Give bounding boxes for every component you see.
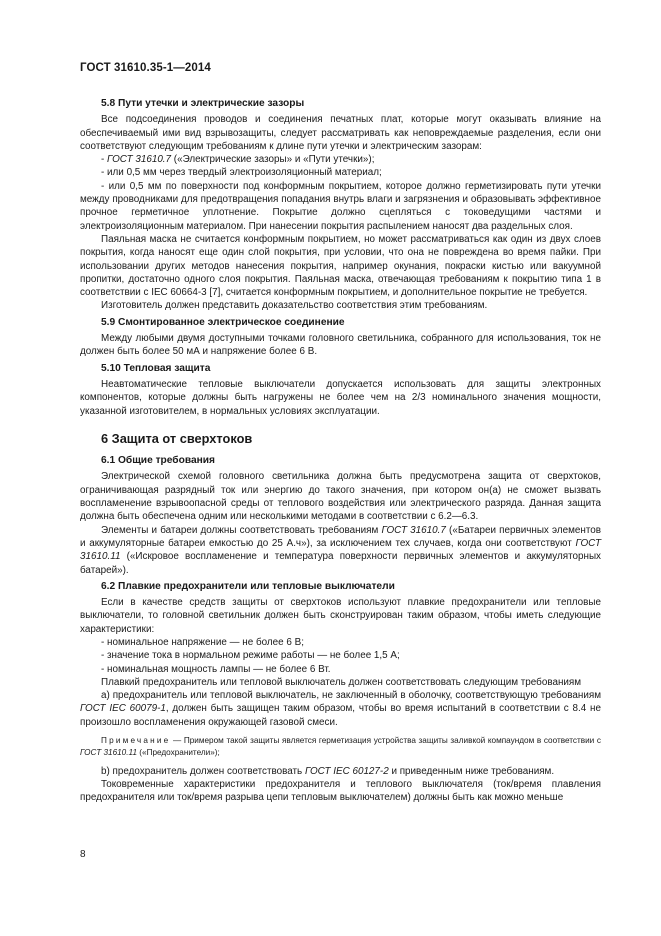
standard-reference: ГОСТ 31610.7	[107, 154, 172, 166]
text: Элементы и батареи должны соответствовать требованиям	[101, 524, 382, 536]
page-body	[80, 95, 601, 805]
section-6-2-item-a	[80, 689, 601, 729]
section-5-10-paragraph-1: Неавтоматические тепловые выключатели допускается использовать для защиты электронных компонентов, которые должны быть нагружены не более чем на 2/3 номинального значения мощности, указанной изготовителем, в нормальных условиях эксплуатации.	[80, 378, 601, 417]
section-5-9-heading: 5.9 Смонтированное электрическое соединение	[101, 316, 345, 328]
standard-reference: ГОСТ 31610.11	[80, 747, 138, 757]
section-6-2-paragraph-2: Плавкий предохранитель или тепловой выключатель должен соответствовать следующим требованиям	[101, 676, 582, 688]
text: («Искровое воспламенение и температура поверхности первичных элементов и аккумуляторных батарей»).	[80, 551, 601, 576]
bullet-text: («Электрические зазоры» и «Пути утечки»);	[171, 154, 375, 166]
section-5-8-bullet-3: - или 0,5 мм по поверхности под конформным покрытием, которое должно герметизировать пути утечки между проводниками для предотвращения попадания внутрь влаги и загрязнения и образовывать эффективное прочное герметичное уплотнение. Покрытие должно сцепляться с токоведущими частями и электроизоляционным материалом. При нанесении покрытия распылением наносят два раздельных слоя.	[80, 180, 601, 232]
section-6-2-paragraph-3: Токовременные характеристики предохранителя и теплового выключателя (ток/время плавления предохранителя или ток/время разрыва цепи тепловым выключателем) должны быть как можно меньше	[80, 778, 601, 804]
section-6-2-paragraph-1: Если в качестве средств защиты от сверхтоков используют плавкие предохранители или тепловые выключатели, то головной светильник должен быть сконструирован таким образом, чтобы иметь следующие характеристики:	[80, 597, 601, 635]
section-5-8-bullet-2: - или 0,5 мм через твердый электроизоляционный материал;	[101, 167, 382, 179]
section-6-2-bullet-1: - номинальное напряжение — не более 6 В;	[101, 636, 304, 648]
section-5-10-heading: 5.10 Тепловая защита	[101, 362, 211, 374]
page-number: 8	[80, 849, 86, 860]
note	[80, 735, 601, 759]
section-6-1-heading: 6.1 Общие требования	[101, 455, 215, 467]
section-6-2-bullet-2: - значение тока в нормальном режиме работы — не более 1,5 А;	[101, 650, 400, 662]
standard-reference: ГОСТ IEC 60079-1	[80, 703, 166, 715]
section-6-1-paragraph-1: Электрической схемой головного светильника должна быть предусмотрена защита от сверхтоков, ограничивающая разрядный ток или энергию до такого значения, при котором он(а) не сможет вызвать воспламенение взрывоопасной среды от теплового воздействия или электрического разряда. Данная защита должна быть обеспечена одним или несколькими методами в соответствии с 6.2—6.3.	[80, 471, 601, 523]
section-5-9-paragraph-1: Между любыми двумя доступными точками головного светильника, собранного для использования, ток не должен быть более 50 мА и напряжение более 6 В.	[80, 333, 601, 358]
section-5-8-paragraph-1: Все подсоединения проводов и соединения печатных плат, которые могут оказывать влияние на обеспечиваемый ими вид взрывозащиты, следует рассматривать как неповреждаемые разделения, если они соответствуют следующим требованиям к длине пути утечки и электрическим зазорам:	[80, 114, 601, 152]
section-5-8-paragraph-3: Изготовитель должен представить доказательство соответствия этим требованиям.	[101, 300, 488, 312]
standard-reference: ГОСТ 31610.11	[80, 537, 601, 563]
section-5-8-heading: 5.8 Пути утечки и электрические зазоры	[101, 98, 305, 109]
text: («Батареи первичных элементов и аккумуляторные батареи емкостью до 25 А.ч»), за исключением тех случаев, когда они соответствуют	[80, 524, 601, 549]
note-text: — Примером такой защиты является герметизация устройства защиты заливкой компаундом в соответствии с	[170, 736, 601, 746]
text: b) предохранитель должен соответствовать	[101, 765, 305, 777]
section-6-2-bullet-3: - номинальная мощность лампы — не более 6 Вт.	[101, 663, 331, 675]
standard-reference: ГОСТ 31610.7	[381, 524, 446, 536]
section-6-heading: 6 Защита от сверхтоков	[101, 430, 253, 446]
text: и приведенным ниже требованиям.	[388, 765, 555, 777]
note-label: Примечание	[101, 736, 171, 746]
bullet-dash: -	[101, 154, 108, 166]
section-5-8-bullet-1	[80, 153, 601, 166]
section-5-8-paragraph-2: Паяльная маска не считается конформным покрытием, но может рассматриваться как один из двух слоев покрытия, когда наносят еще один слой покрытия, при условии, что она не повреждена во время пайки. При использовании других методов нанесения покрытия, например окунания, покраски кистью или вакуумной пропитки, достаточно одного слоя покрытия. Паяльная маска, отвечающая требованиям к покрытию типа 1 в соответствии с IEC 60664-3 [7], считается конформным покрытием, и дополнительное покрытие не требуется.	[80, 233, 601, 299]
note-text-end: («Предохранители»);	[137, 747, 220, 757]
section-6-2-item-b	[80, 765, 601, 778]
text: а) предохранитель или тепловой выключатель, не заключенный в оболочку, соответствующую требованиям	[101, 690, 601, 702]
standard-header: ГОСТ 31610.35-1—2014	[80, 62, 211, 74]
standard-reference: ГОСТ IEC 60127-2	[304, 765, 389, 777]
section-6-1-paragraph-2	[80, 524, 601, 577]
section-6-2-heading: 6.2 Плавкие предохранители или тепловые выключатели	[101, 580, 395, 592]
text: , должен быть защищен таким образом, чтобы во время испытаний в соответствии с 8.4 не произошло воспламенения окружающей газовой смеси.	[80, 703, 601, 728]
